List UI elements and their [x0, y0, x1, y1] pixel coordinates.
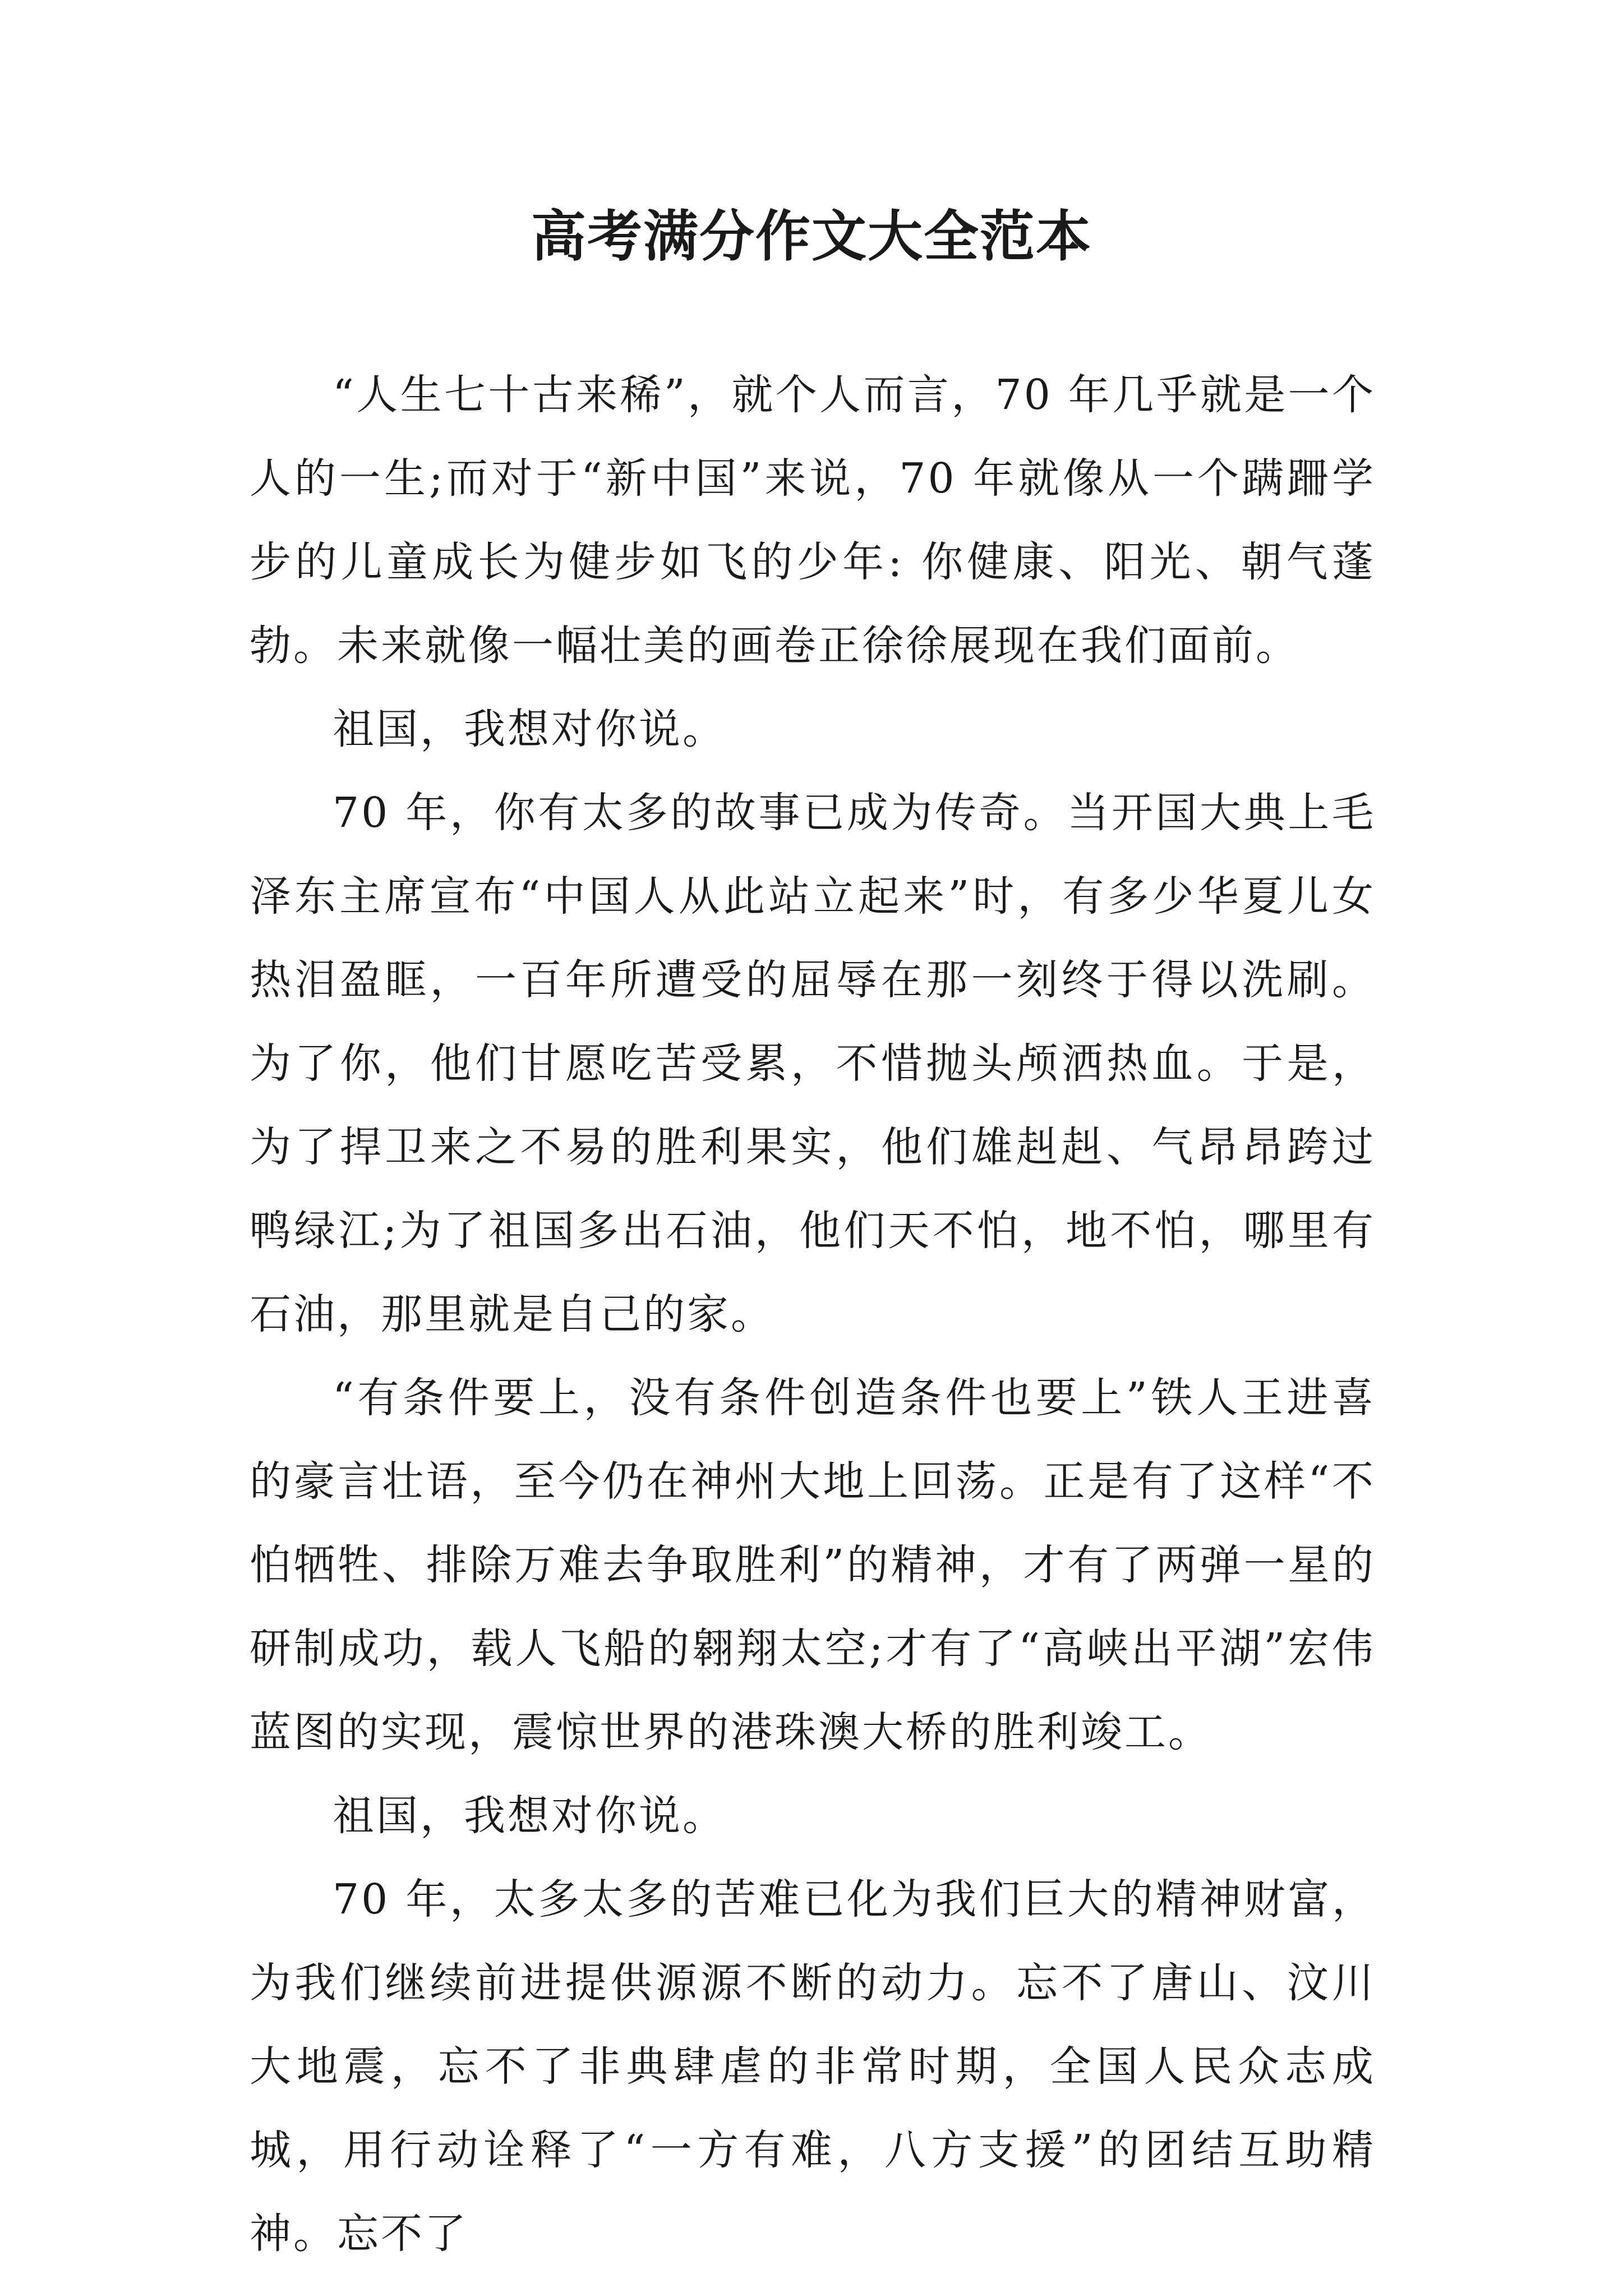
document-title: 高考满分作文大全范本: [531, 204, 1092, 269]
paragraph: “人生七十古来稀”，就个人而言，70 年几乎就是一个人的一生;而对于“新中国”来说，70 年就像从一个蹒跚学步的儿童成长为健步如飞的少年: 你健康、阳光、朝气蓬勃。未来就像一幅壮美的画卷正徐徐展现在我们面前。: [250, 371, 1376, 670]
document-body: [250, 353, 1376, 2276]
paragraph: 祖国，我想对你说。: [333, 705, 726, 753]
paragraph: 70 年，你有太多的故事已成为传奇。当开国大典上毛泽东主席宣布“中国人从此站立起来”时，有多少华夏儿女热泪盈眶，一百年所遭受的屈辱在那一刻终于得以洗刷。为了你，他们甘愿吃苦受累，不惜抛头颅洒热血。于是，为了捍卫来之不易的胜利果实，他们雄赳赳、气昂昂跨过鸭绿江;为了祖国多出石油，他们天不怕，地不怕，哪里有石油，那里就是自己的家。: [250, 789, 1376, 1338]
paragraph: 祖国，我想对你说。: [333, 1792, 726, 1840]
paragraph: “有条件要上，没有条件创造条件也要上”铁人王进喜的豪言壮语，至今仍在神州大地上回荡。正是有了这样“不怕牺牲、排除万难去争取胜利”的精神，才有了两弹一星的研制成功，载人飞船的翱翔太空;才有了“高峡出平湖”宏伟蓝图的实现，震惊世界的港珠澳大桥的胜利竣工。: [250, 1374, 1376, 1756]
paragraph: 70 年，太多太多的苦难已化为我们巨大的精神财富，为我们继续前进提供源源不断的动力。忘不了唐山、汶川大地震，忘不了非典肆虐的非常时期，全国人民众志成城，用行动诠释了“一方有难，八方支援”的团结互助精神。忘不了: [250, 1875, 1376, 2258]
